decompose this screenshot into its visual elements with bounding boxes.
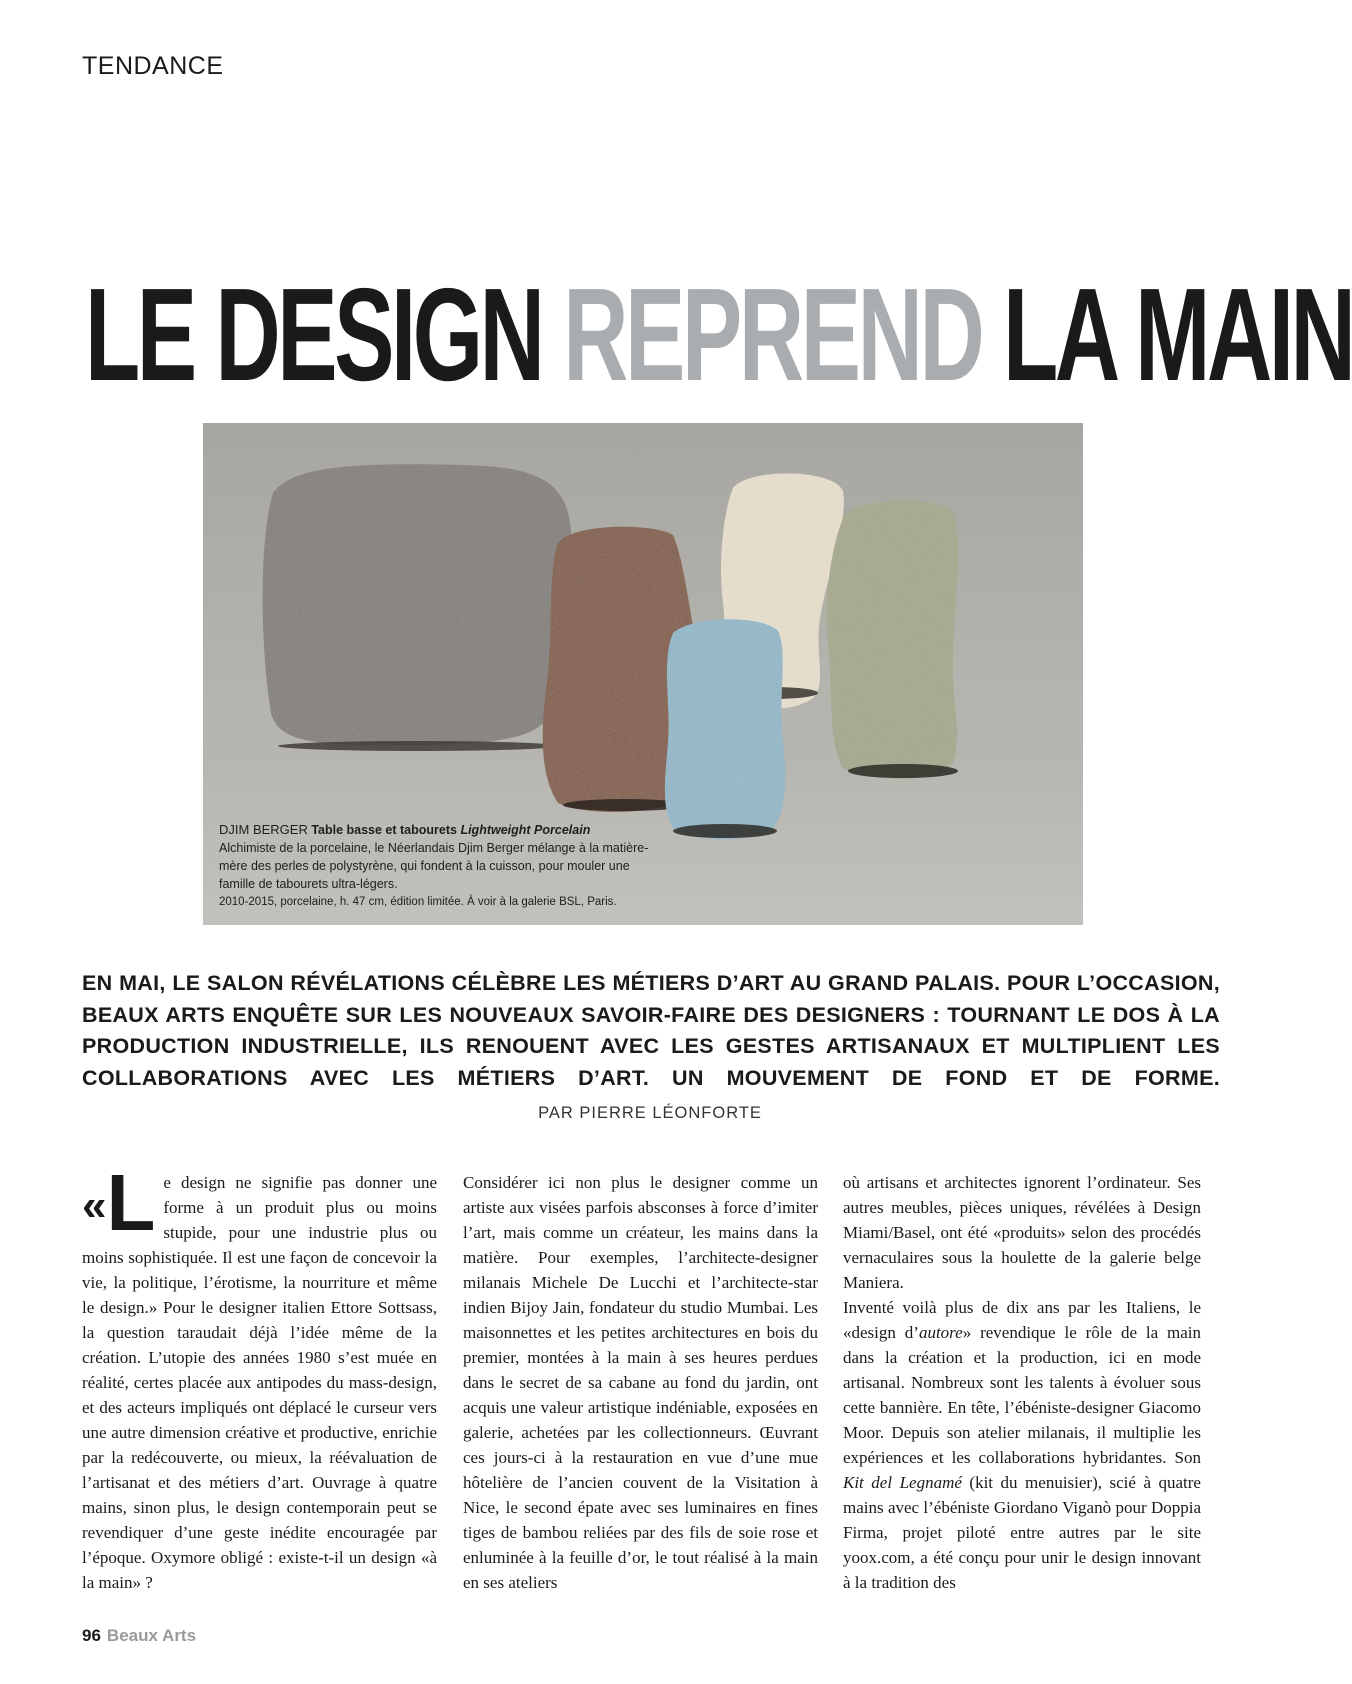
drop-cap-letter: L [106,1158,156,1247]
page-number: 96 [82,1626,101,1645]
headline-part-1: LE DESIGN [85,261,564,408]
caption-designer: DJIM BERGER [219,822,308,837]
section-label: TENDANCE [82,52,224,80]
green-stool [827,501,958,779]
column-3-paragraph-2 [843,1295,1201,1595]
article-column-3 [843,1170,1201,1595]
page-footer [82,1626,196,1646]
caption-body: Alchimiste de la porcelaine, le Néerlandais Djim Berger mélange à la matière-mère des perles de polystyrène, qui fondent à la cuisson, pour mouler une famille de tabourets ultra-légers. [219,841,649,891]
column-3-text-b: » revendique le rôle de la main dans la création et la production, ici en mode artisanal. Nombreux sont les talents à évoluer sous cette bannière. En tête, l’ébéniste-designer Giacomo Moor. Depuis son atelier milanais, il multiplie les expériences et les collaborations hybridantes. Son [843,1323,1202,1467]
article-column-2 [463,1170,818,1595]
standfirst: EN MAI, LE SALON RÉVÉLATIONS CÉLÈBRE LES MÉTIERS D’ART AU GRAND PALAIS. POUR L’OCCASION, BEAUX ARTS ENQUÊTE SUR LES NOUVEAUX SAVOIR-FAIRE DES DESIGNERS : TOURNANT LE DOS À LA PRODUCTION INDUSTRIELLE, ILS RENOUENT AVEC LES GESTES ARTISANAUX ET MULTIPLIENT LES COLLABORATIONS AVEC LES MÉTIERS D’ART. UN MOUVEMENT DE FOND ET DE FORME. [82,971,1220,1090]
caption-object: Table basse et tabourets [307,823,461,837]
column-3-italic-a: autore [918,1323,963,1342]
column-3-text-a: Inventé voilà plus de dix ans par les Italiens, le «design d’ [843,1298,1201,1342]
article-column-1 [82,1158,437,1595]
drop-cap-quote: « [82,1181,107,1230]
headline-part-3: LA MAIN [981,261,1352,408]
column-3-italic-b: Kit del Legnamé [843,1473,962,1492]
headline-highlight: REPREND [563,261,982,408]
grey-table [263,464,572,745]
blue-stool [665,619,785,839]
column-2-text: Considérer ici non plus le designer comme un artiste aux visées parfois absconses à force d’imiter l’art, mais comme un créateur, les mains dans la matière. Pour exemples, l’architecte-designer milanais Michele De Lucchi et l’architecte-star indien Bijoy Jain, fondateur du studio Mumbai. Les maisonnettes et les petites architectures en bois du premier, montées à la main à ses heures perdues dans le secret de sa cabane au fond du jardin, ont acquis une valeur artistique indéniable, exposées en galerie, achetées par les collectionneurs. Œuvrant ces jours-ci à la restauration en vue d’une mue hôtelière de l’ancien couvent de la Visitation à Nice, le second épate avec ses luminaires en fines tiges de bambou reliées par des fils de soie rose et enluminée à la feuille d’or, le tout réalisé à la main en ses ateliers [463,1173,818,1592]
column-1-text: e design ne signifie pas donner une forme à un produit plus ou moins stupide, pour une industrie plus ou moins sophistiquée. Il est une façon de concevoir la vie, la politique, l’érotisme, la nourriture et même le design.» Pour le designer italien Ettore Sottsass, la question taraudait déjà l’idée même de la création. L’utopie des années 1980 s’est muée en réalité, certes placée aux antipodes du mass-design, et des acteurs impliqués ont déplacé le curseur vers une autre dimension créative et productive, enrichie par la redécouverte, ou mieux, la réévaluation de l’artisanat et des métiers d’art. Ouvrage à quatre mains, sinon plus, le design contemporain peut se revendiquer d’une geste inédite encouragée par l’époque. Oxymore obligé : existe-t-il un design «à la main» ? [82,1173,437,1592]
column-3-text-c: (kit du menuisier), scié à quatre mains avec l’ébéniste Giordano Viganò pour Doppia Firma, projet piloté entre autres par le site yoox.com, a été conçu pour unir le design innovant à la tradition des [843,1473,1201,1592]
drop-cap [82,1158,156,1247]
photo-caption [219,821,659,911]
column-3-paragraph-1: où artisans et architectes ignorent l’ordinateur. Ses autres meubles, pièces uniques, révélées à Design Miami/Basel, ont été «produits» selon des procédés vernaculaires sous la houlette de la galerie belge Maniera. [843,1173,1201,1292]
headline [85,260,1352,410]
byline: PAR PIERRE LÉONFORTE [538,1104,762,1122]
caption-meta: 2010-2015, porcelaine, h. 47 cm, édition limitée. À voir à la galerie BSL, Paris. [219,896,617,908]
publication-name: Beaux Arts [106,1626,197,1645]
product-photo [203,423,1083,925]
caption-work: Lightweight Porcelain [460,823,591,837]
